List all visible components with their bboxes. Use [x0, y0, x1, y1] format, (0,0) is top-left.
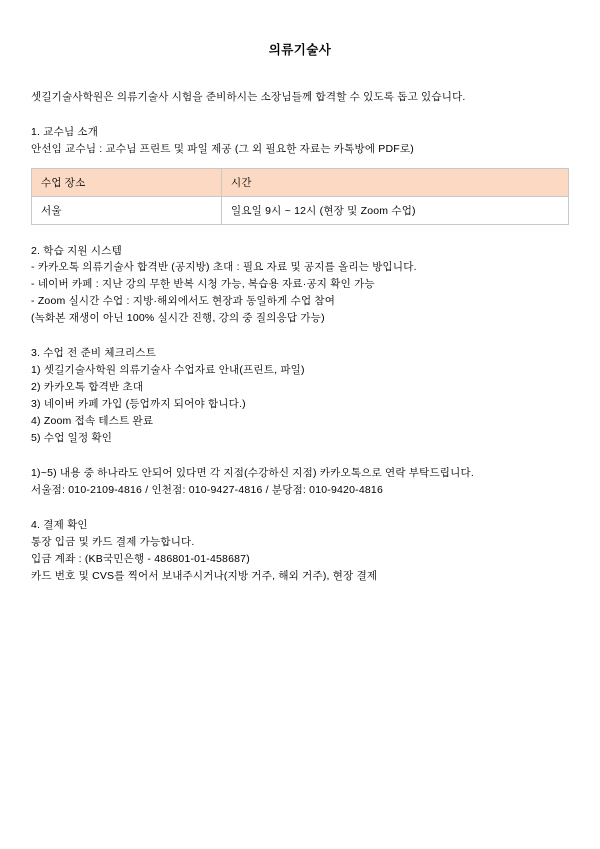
section-line: 안선임 교수님 : 교수님 프린트 및 파일 제공 (그 외 필요한 자료는 카톡방에 PDF로) — [31, 142, 414, 155]
contact-note-line: 1)~5) 내용 중 하나라도 안되어 있다면 각 지점(수강하신 지점) 카카오톡으로 연락 부탁드립니다. — [31, 467, 474, 480]
section-line: 5) 수업 일정 확인 — [31, 432, 113, 445]
table-header-location: 수업 장소 — [32, 168, 222, 196]
table-cell-time: 일요일 9시 ~ 12시 (현장 및 Zoom 수업) — [222, 196, 569, 224]
section-line: 통장 입금 및 카드 결제 가능합니다. — [31, 535, 195, 548]
intro-paragraph: 셋길기술사학원은 의류기술사 시험을 준비하시는 소장님들께 합격할 수 있도록 돕고 있습니다. — [31, 91, 466, 103]
section-line: 4) Zoom 접속 테스트 완료 — [31, 415, 154, 428]
section-heading: 4. 결제 확인 — [31, 519, 88, 532]
section-line: 카드 번호 및 CVS를 찍어서 보내주시거나(지방 거주, 해외 거주), 현장 결제 — [31, 569, 378, 582]
section-contact-note — [31, 465, 569, 499]
section-line: 1) 셋길기술사학원 의류기술사 수업자료 안내(프린트, 파일) — [31, 364, 305, 377]
section-heading: 2. 학습 지원 시스템 — [31, 244, 122, 257]
table-header-time: 시간 — [222, 168, 569, 196]
section-line: - 카카오톡 의류기술사 합격반 (공지방) 초대 : 필요 자료 및 공지를 올리는 방입니다. — [31, 261, 417, 274]
section-instructor — [31, 124, 569, 158]
section-checklist — [31, 345, 569, 447]
section-line: 3) 네이버 카페 가입 (등업까지 되어야 합니다.) — [31, 398, 246, 411]
table-header-row — [32, 168, 569, 196]
section-learning-support — [31, 243, 569, 328]
section-heading: 3. 수업 전 준비 체크리스트 — [31, 347, 157, 360]
section-line: 2) 카카오톡 합격반 초대 — [31, 381, 144, 394]
table-row — [32, 196, 569, 224]
page-title: 의류기술사 — [268, 43, 332, 57]
class-info-table — [31, 168, 569, 225]
section-line: - 네이버 카페 : 지난 강의 무한 반복 시청 가능, 복습용 자료·공지 확인 가능 — [31, 278, 375, 291]
section-payment — [31, 517, 569, 585]
section-heading: 1. 교수님 소개 — [31, 125, 99, 138]
branch-phone-line: 서울점: 010-2109-4816 / 인천점: 010-9427-4816 / 분당점: 010-9420-4816 — [31, 484, 383, 497]
section-line: 입금 계좌 : (KB국민은행 - 486801-01-458687) — [31, 552, 250, 565]
section-line: - Zoom 실시간 수업 : 지방·해외에서도 현장과 동일하게 수업 참여 — [31, 295, 336, 308]
section-line: (녹화본 재생이 아닌 100% 실시간 진행, 강의 중 질의응답 가능) — [31, 312, 325, 325]
table-cell-location: 서울 — [32, 196, 222, 224]
